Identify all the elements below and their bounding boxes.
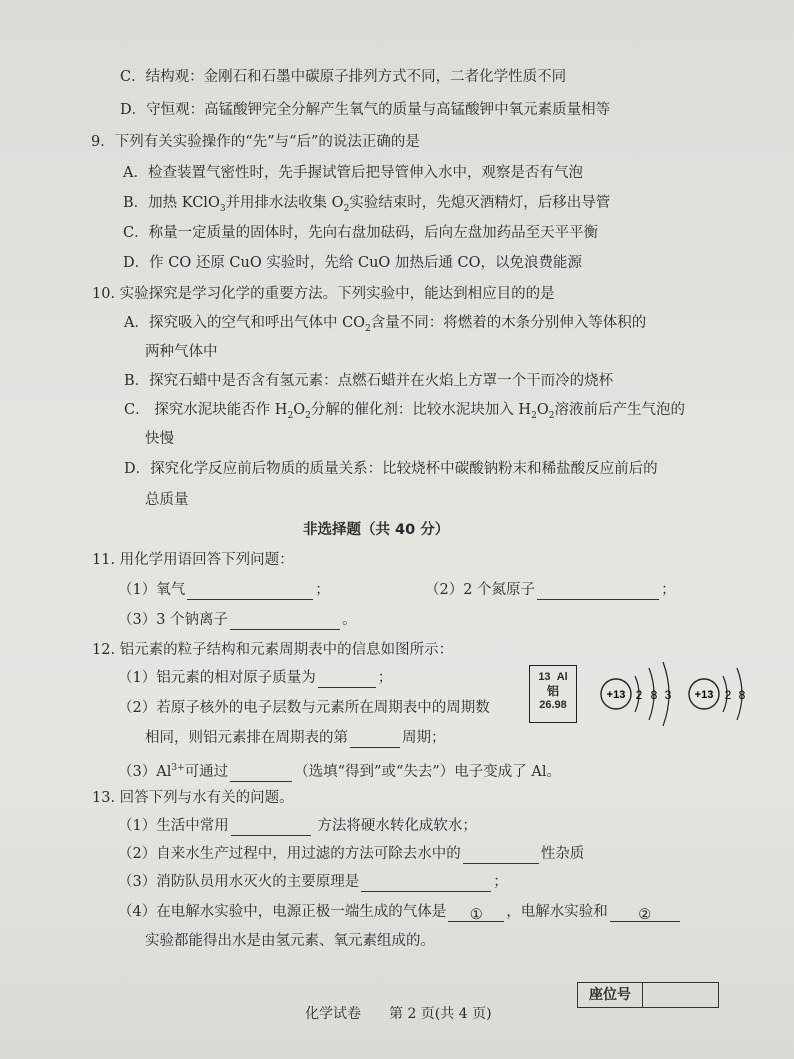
- q11-answer-blank-2[interactable]: [537, 583, 659, 600]
- q12-stem: 12. 铝元素的粒子结构和元素周期表中的信息如图所示：: [92, 642, 454, 658]
- q12-part3: $(3)Al^{3+}$可通过 （选填“得到”或“失去”）电子变成了 Al。: [118, 763, 561, 780]
- atom-shell-count-3: 3: [664, 688, 672, 702]
- q13-answer-blank-5[interactable]: ②: [610, 905, 680, 922]
- periodic-table-cell: [529, 665, 577, 723]
- element-name: 铝: [546, 684, 559, 698]
- element-symbol: Al: [556, 671, 568, 683]
- section-title: 非选择题（共 40 分）: [303, 522, 450, 538]
- ion-shell-count-1: 2: [724, 688, 732, 702]
- q9-option-b: B．加热 KClO$_3$并用排水法收集 $O_2$实验结束时，先熄灭酒精灯，后移出导管: [123, 195, 611, 214]
- q12-answer-blank-1[interactable]: [318, 671, 376, 688]
- q10-stem: 10. 实验探究是学习化学的重要方法。下列实验中，能达到相应目的的是: [92, 286, 555, 302]
- q9-option-a: A．检查装置气密性时，先手握试管后把导管伸入水中，观察是否有气泡: [123, 165, 583, 181]
- aluminum-atom-structure-diagram: [595, 652, 685, 736]
- q10-option-c-cont: 快慢: [145, 431, 174, 447]
- ion-nucleus-charge: +13: [694, 689, 714, 701]
- q13-stem: 13. 回答下列与水有关的问题。: [92, 790, 294, 806]
- atom-nucleus-charge: +13: [606, 689, 626, 701]
- q12-part2: （2）若原子核外的电子层数与元素所在周期表中的周期数: [118, 700, 490, 716]
- q13-part2: （2）自来水生产过程中，用过滤的方法可除去水中的 性杂质: [118, 846, 585, 862]
- q13-answer-blank-2[interactable]: [463, 847, 539, 864]
- q9-option-c: C．称量一定质量的固体时，先向右盘加砝码，后向左盘加药品至天平平衡: [123, 225, 599, 241]
- q8-option-d: D．守恒观：高锰酸钾完全分解产生氧气的质量与高锰酸钾中氧元素质量相等: [120, 102, 611, 118]
- q11-part3: （3）3 个钠离子 。: [118, 612, 357, 628]
- atomic-mass: 26.98: [539, 699, 567, 711]
- q11-answer-blank-1[interactable]: [187, 583, 313, 600]
- q10-option-a: A．探究吸入的空气和呼出气体中 $CO_2$含量不同：将燃着的木条分别伸入等体积的: [124, 315, 647, 334]
- q13-answer-blank-1[interactable]: [231, 819, 311, 836]
- q10-option-d-cont: 总质量: [145, 492, 189, 508]
- atom-shell-count-1: 2: [635, 688, 643, 702]
- aluminum-ion-structure-diagram: [683, 652, 763, 736]
- q12-answer-blank-3[interactable]: [230, 765, 292, 782]
- page-footer: 化学试卷 第 2 页(共 4 页): [305, 1006, 492, 1022]
- q12-part2-cont: 相同，则铝元素排在周期表的第 周期；: [145, 730, 446, 746]
- seat-number-box: [577, 982, 719, 1008]
- seat-number-label: 座位号: [578, 983, 643, 1007]
- q11-part1: （1）氧气 ；: [118, 582, 330, 598]
- atom-shell-count-2: 8: [650, 688, 658, 702]
- q13-part1: （1）生活中常用 方法将硬水转化成软水；: [118, 818, 477, 834]
- q12-part1: （1）铝元素的相对原子质量为 ；: [118, 670, 393, 686]
- q9-stem: 9．下列有关实验操作的“先”与“后”的说法正确的是: [91, 134, 420, 150]
- atomic-number: 13: [538, 671, 551, 683]
- q8-option-c: C．结构观：金刚石和石墨中碳原子排列方式不同，二者化学性质不同: [120, 69, 567, 85]
- q11-part2: （2）2 个氮原子 ；: [425, 582, 676, 598]
- q13-part3: （3）消防队员用水灭火的主要原理是 ；: [118, 874, 508, 890]
- q12-answer-blank-2[interactable]: [350, 731, 400, 748]
- q10-option-d: D．探究化学反应前后物质的质量关系：比较烧杯中碳酸钠粉末和稀盐酸反应前后的: [124, 461, 658, 477]
- q9-option-d: D．作 CO 还原 CuO 实验时，先给 CuO 加热后通 CO，以免浪费能源: [123, 255, 582, 271]
- q10-option-b: B．探究石蜡中是否含有氢元素：点燃石蜡并在火焰上方罩一个干而冷的烧杯: [124, 373, 614, 389]
- q13-part4-cont: 实验都能得出水是由氢元素、氧元素组成的。: [145, 933, 435, 949]
- q13-answer-blank-4[interactable]: ①: [448, 905, 504, 922]
- seat-number-field[interactable]: [643, 983, 718, 1007]
- q13-part4: （4）在电解水实验中，电源正极一端生成的气体是 ① ，电解水实验和 ②: [118, 902, 682, 922]
- q13-answer-blank-3[interactable]: [361, 875, 491, 892]
- ion-shell-count-2: 8: [738, 688, 746, 702]
- q10-option-a-cont: 两种气体中: [145, 344, 218, 360]
- q11-stem: 11. 用化学用语回答下列问题：: [92, 552, 294, 568]
- q10-option-c: C． 探究水泥块能否作 $H_2O_2$分解的催化剂：比较水泥块加入 $H_2O_2$溶液前后产生气泡的: [124, 402, 685, 421]
- q11-answer-blank-3[interactable]: [230, 613, 340, 630]
